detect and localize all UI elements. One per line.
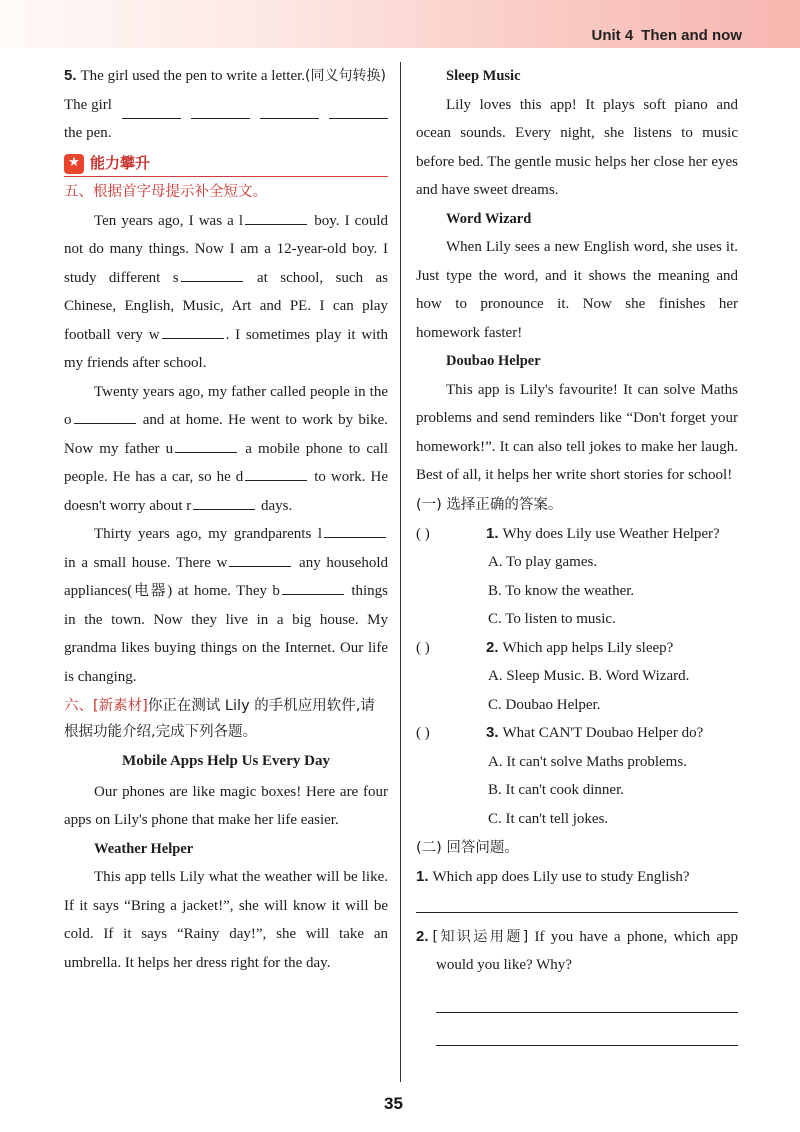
section-5-para-2: Twenty years ago, my father called people in the o and at home. He went to work by bike. Now my father u a mobile phone to call people. He has a car, so he d to work. He doesn't worry about r days.	[64, 383, 389, 514]
answer-blank[interactable]	[175, 436, 237, 453]
answer-blank[interactable]	[122, 100, 181, 119]
app-title-sleep: Sleep Music	[446, 68, 521, 84]
answer-blank[interactable]	[329, 100, 388, 119]
answer-line[interactable]	[416, 898, 738, 913]
option: B. To know the weather.	[488, 582, 635, 599]
option: C. It can't tell jokes.	[488, 810, 609, 827]
answer-blank[interactable]	[260, 100, 319, 119]
section-5-para-3: Thirty years ago, my grandparents l in a small house. There w any household appliances(电器) at home. They b things in the town. Now they live in a big house. My grandma likes buying things on the Internet. Our life is changing.	[64, 520, 388, 691]
answer-blank[interactable]	[245, 208, 307, 225]
section-6-title: 六、[新素材]你正在测试 Lily 的手机应用软件,请根据功能介绍,完成下列各题。	[64, 698, 375, 740]
answer-blank[interactable]	[162, 322, 224, 339]
unit-header	[584, 27, 743, 44]
passage-intro: Our phones are like magic boxes! Here are four apps on Lily's phone that make her life easier.	[64, 783, 388, 828]
q5-answer-row: The girl	[64, 91, 388, 120]
answer-blank[interactable]	[324, 521, 386, 538]
app-title-word: Word Wizard	[446, 210, 532, 227]
open-question-2: 2. [知识运用题] If you have a phone, which app would you like? Why?	[416, 927, 739, 973]
question-5: 5. The girl used the pen to write a letter.(同义句转换)	[64, 67, 386, 84]
app-text-sleep: Lily loves this app! It plays soft piano and ocean sounds. Every night, she listens to music before bed. The gentle music helps her close her eyes and have sweet dreams.	[416, 96, 738, 198]
q5-answer-end: the pen.	[64, 125, 112, 141]
mc-question-3: ( ) 3. What CAN'T Doubao Helper do? A. It can't solve Maths problems. B. It can't cook dinner. C. It can't tell jokes.	[416, 719, 738, 833]
option: C. To listen to music.	[488, 611, 616, 627]
open-question-1: 1. Which app does Lily use to study English?	[416, 868, 690, 885]
passage-title: Mobile Apps Help Us Every Day	[122, 753, 330, 769]
answer-blank[interactable]	[181, 265, 243, 282]
answer-blank[interactable]	[193, 493, 255, 510]
option: A. It can't solve Maths problems.	[488, 753, 687, 770]
option: A. Sleep Music. B. Word Wizard.	[488, 668, 690, 684]
option: B. It can't cook dinner.	[488, 782, 625, 798]
answer-paren[interactable]: ( )	[416, 725, 430, 741]
section-5-title: 五、根据首字母提示补全短文。	[64, 183, 267, 200]
unit-label: Unit 4	[591, 27, 634, 44]
app-text-weather: This app tells Lily what the weather will be like. If it says “Bring a jacket!”, she will know it will be cold. If it says “Rainy day!”, she will take an umbrella. It helps her dress right for the day.	[64, 869, 388, 971]
page-number: 35	[384, 1094, 403, 1113]
option: A. To play games.	[488, 554, 598, 570]
mc-question-2: ( ) 2. Which app helps Lily sleep? A. Sleep Music. B. Word Wizard. C. Doubao Helper.	[416, 634, 738, 720]
answer-line[interactable]	[436, 1031, 738, 1046]
answer-blank[interactable]	[282, 578, 344, 595]
part-1-title: (一) 选择正确的答案。	[416, 496, 563, 513]
part-2-title: (二) 回答问题。	[416, 840, 519, 856]
answer-blank[interactable]	[229, 550, 291, 567]
app-title-weather: Weather Helper	[94, 840, 194, 857]
answer-blank[interactable]	[245, 464, 307, 481]
answer-paren[interactable]: ( )	[416, 525, 430, 542]
section-5-para-1: Ten years ago, I was a l boy. I could not do many things. Now I am a 12-year-old boy. I study different s at school, such as Chinese, English, Music, Art and PE. I can play football very w . I sometimes play it with my friends after school.	[64, 207, 388, 378]
mc-question-1: ( ) 1. Why does Lily use Weather Helper? A. To play games. B. To know the weather. C. To listen to music.	[416, 520, 738, 634]
answer-paren[interactable]: ( )	[416, 639, 430, 656]
option: C. Doubao Helper.	[488, 696, 601, 713]
answer-blank[interactable]	[191, 100, 250, 119]
app-title-doubao: Doubao Helper	[446, 353, 541, 369]
answer-blank[interactable]	[74, 407, 136, 424]
right-column	[416, 62, 738, 1056]
column-divider	[400, 62, 401, 1082]
ability-banner: ★ 能力攀升	[64, 152, 388, 177]
app-text-word: When Lily sees a new English word, she uses it. Just type the word, and it shows the meaning and how to pronounce it. Now she finishes her homework faster!	[416, 239, 738, 341]
unit-title: Then and now	[641, 27, 742, 44]
answer-line[interactable]	[436, 998, 738, 1013]
left-column	[64, 62, 388, 977]
thumbs-up-icon: ★	[64, 154, 84, 174]
app-text-doubao: This app is Lily's favourite! It can solve Maths problems and send reminders like “Don't forget your homework!”. It can also tell jokes to make her laugh. Best of all, it helps her write short stories for school!	[416, 381, 738, 483]
